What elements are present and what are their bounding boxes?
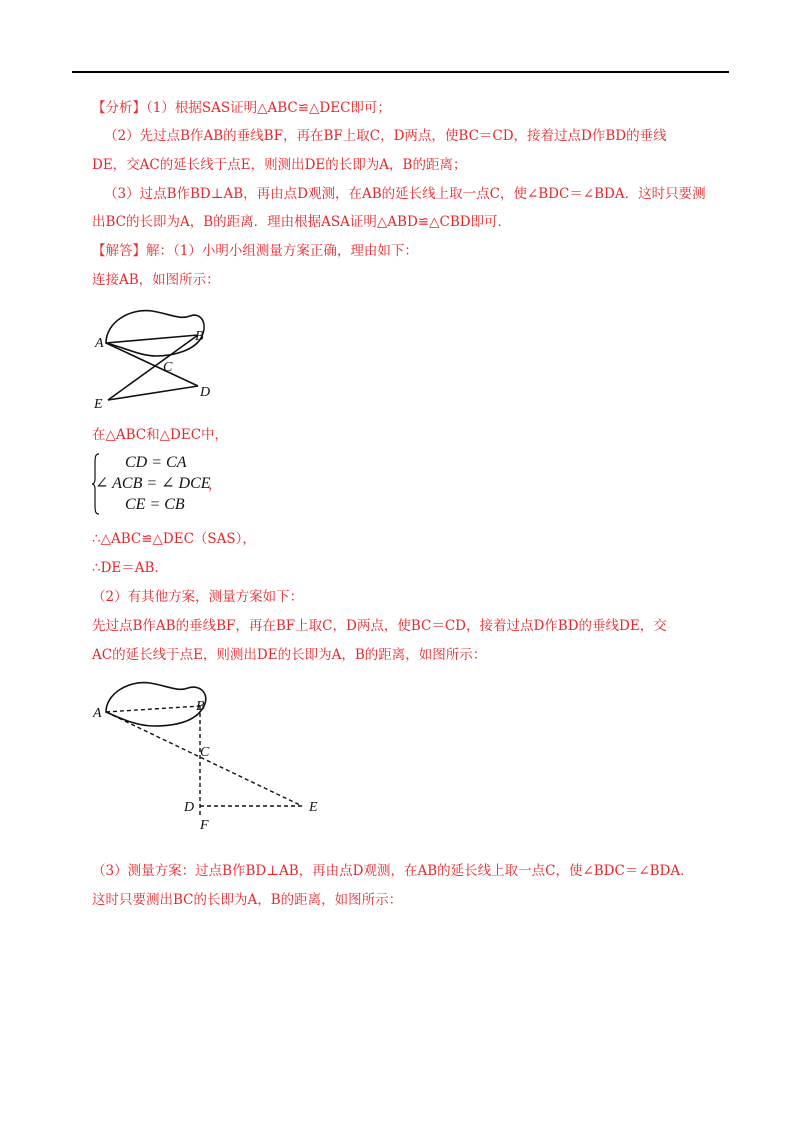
label-d: D	[200, 385, 211, 400]
figure-2-diagram	[92, 676, 332, 836]
analysis-part3-line2: 出BC的长即为A，B的距离．理由根据ASA证明△ABD≌△CBD即可．	[92, 214, 512, 230]
part3-method-line1: （3）测量方案：过点B作BD⊥AB，再由点D观测，在AB的延长线上取一点C，使∠BDC＝∠BDA．	[92, 863, 694, 879]
triangles-intro-line: 在△ABC和△DEC中，	[92, 427, 229, 443]
label-c-2: C	[200, 745, 210, 760]
label-e: E	[94, 397, 103, 412]
dashed-ab	[106, 706, 200, 712]
congruence-conclusion-line: ∴△ABC≌△DEC（SAS），	[92, 531, 256, 547]
label-a: A	[95, 336, 104, 351]
label-a-2: A	[93, 706, 102, 721]
label-c: C	[163, 360, 173, 375]
analysis-part2-line1: （2）先过点B作AB的垂线BF，再在BF上取C，D两点，使BC＝CD，接着过点D作BD的垂线	[104, 128, 667, 144]
label-f-2: F	[200, 818, 209, 833]
segment-ad	[106, 343, 198, 386]
label-d-2: D	[184, 800, 195, 815]
label-b: B	[195, 329, 204, 344]
segment-ab	[106, 335, 198, 343]
equation-system	[92, 453, 232, 517]
part2-method-line1: 先过点B作AB的垂线BF，再在BF上取C，D两点，使BC＝CD，接着过点D作BD的垂线DE，交	[92, 618, 667, 634]
equation-ce-cb: CE = CB	[125, 496, 185, 513]
analysis-part2-line2: DE，交AC的延长线于点E，则测出DE的长即为A，B的距离；	[92, 157, 467, 173]
solution-connect-ab-line: 连接AB，如图所示：	[92, 272, 220, 288]
de-equals-ab-line: ∴DE＝AB．	[92, 560, 168, 576]
segment-ed	[108, 386, 198, 400]
analysis-part3-line1: （3）过点B作BD⊥AB，再由点D观测，在AB的延长线上取一点C，使∠BDC＝∠BDA．这时只要测	[104, 186, 706, 202]
equation-comma: ，	[208, 477, 222, 493]
analysis-heading-line: 【分析】（1）根据SAS证明△ABC≌△DEC即可；	[92, 100, 391, 116]
solution-heading-line: 【解答】解：（1）小明小组测量方案正确，理由如下：	[92, 243, 418, 259]
label-e-2: E	[309, 800, 318, 815]
header-rule	[72, 71, 729, 73]
equation-cd-ca: CD = CA	[125, 454, 187, 471]
figure-1-diagram	[92, 300, 252, 412]
segment-be	[108, 335, 198, 400]
label-b-2: B	[196, 699, 205, 714]
part2-heading-line: （2）有其他方案，测量方案如下：	[92, 589, 304, 605]
part3-method-line2: 这时只要测出BC的长即为A，B的距离，如图所示：	[92, 892, 403, 908]
equation-angle-acb-dce: ∠ ACB = ∠ DCE	[95, 475, 211, 492]
part2-method-line2: AC的延长线于点E，则测出DE的长即为A，B的距离，如图所示：	[92, 647, 487, 663]
